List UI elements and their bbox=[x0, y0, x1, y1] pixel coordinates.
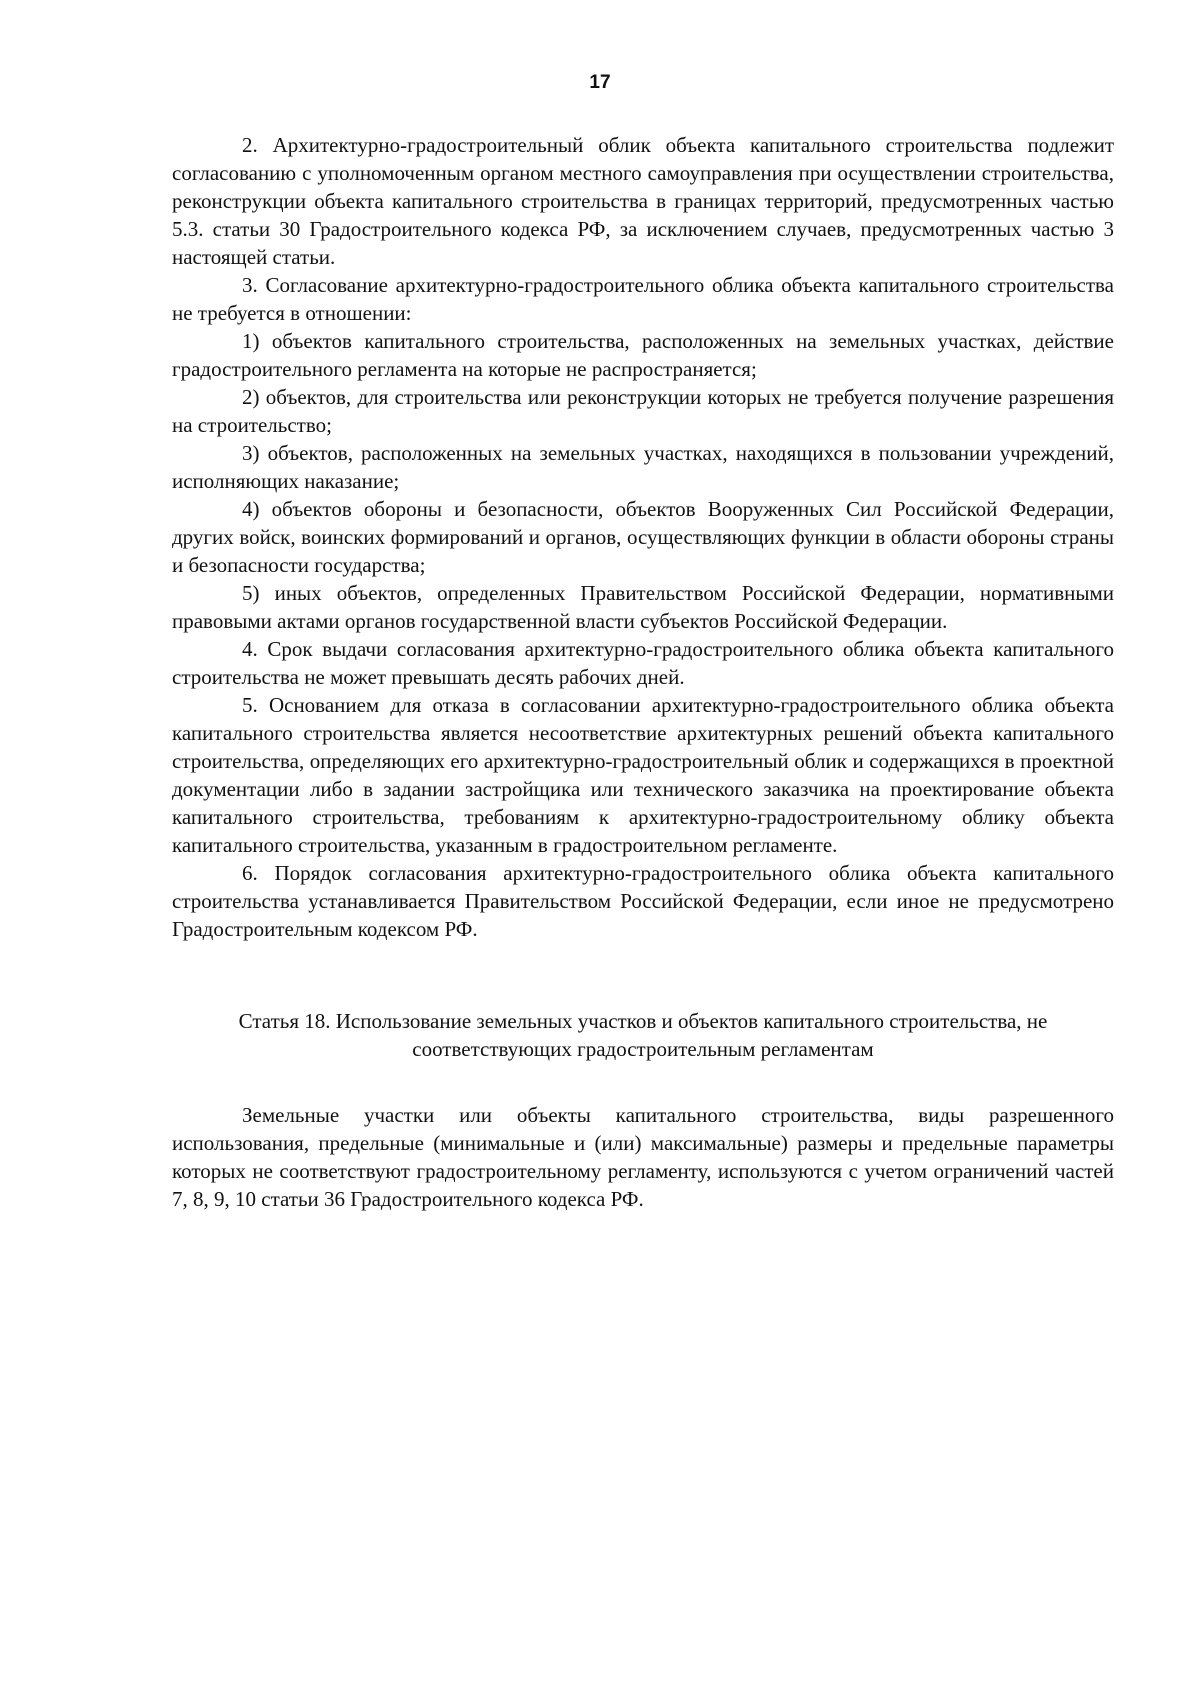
page-number: 17 bbox=[589, 72, 611, 93]
paragraph-subitem-4: 4) объектов обороны и безопасности, объектов Вооруженных Сил Российской Федерации, других войск, воинских формирований и органов, осуществляющих функции в области обороны страны и безопасности государства; bbox=[172, 497, 1114, 577]
article-18-heading-line-2: соответствующих градостроительным регламентам bbox=[412, 1037, 874, 1061]
paragraph-subitem-3: 3) объектов, расположенных на земельных участках, находящихся в пользовании учреждений, исполняющих наказание; bbox=[172, 441, 1114, 493]
paragraph-item-5: 5. Основанием для отказа в согласовании архитектурно-градостроительного облика объекта капитального строительства является несоответствие архитектурных решений объекта капитального строительства, определяющих его архитектурно-градостроительный облик и содержащихся в проектной документации либо в задании застройщика или технического заказчика на проектирование объекта капитального строительства, требованиям к архитектурно-градостроительному облику объекта капитального строительства, указанным в градостроительном регламенте. bbox=[172, 693, 1114, 857]
paragraph-subitem-1: 1) объектов капитального строительства, расположенных на земельных участках, действие градостроительного регламента на которые не распространяется; bbox=[172, 329, 1114, 381]
article-18-heading-line-1: Статья 18. Использование земельных участков и объектов капитального строительства, не bbox=[238, 1009, 1048, 1033]
article-18-body bbox=[172, 1101, 1114, 1213]
paragraph-subitem-2: 2) объектов, для строительства или реконструкции которых не требуется получение разрешения на строительство; bbox=[172, 385, 1114, 437]
paragraph-subitem-5: 5) иных объектов, определенных Правительством Российской Федерации, нормативными правовыми актами органов государственной власти субъектов Российской Федерации. bbox=[172, 581, 1114, 633]
document-body bbox=[172, 131, 1114, 1213]
paragraph-item-3: 3. Согласование архитектурно-градостроительного облика объекта капитального строительства не требуется в отношении: bbox=[172, 273, 1114, 325]
article-18-paragraph: Земельные участки или объекты капитального строительства, виды разрешенного использования, предельные (минимальные и (или) максимальные) размеры и предельные параметры которых не соответствуют градостроительному регламенту, используются с учетом ограничений частей 7, 8, 9, 10 статьи 36 Градостроительного кодекса РФ. bbox=[172, 1103, 1114, 1211]
paragraph-item-4: 4. Срок выдачи согласования архитектурно-градостроительного облика объекта капитального строительства не может превышать десять рабочих дней. bbox=[172, 637, 1114, 689]
article-18-heading bbox=[172, 1007, 1114, 1063]
paragraph-item-6: 6. Порядок согласования архитектурно-градостроительного облика объекта капитального строительства устанавливается Правительством Российской Федерации, если иное не предусмотрено Градостроительным кодексом РФ. bbox=[172, 861, 1114, 941]
paragraph-item-2: 2. Архитектурно-градостроительный облик объекта капитального строительства подлежит согласованию с уполномоченным органом местного самоуправления при осуществлении строительства, реконструкции объекта капитального строительства в границах территорий, предусмотренных частью 5.3. статьи 30 Градостроительного кодекса РФ, за исключением случаев, предусмотренных частью 3 настоящей статьи. bbox=[172, 133, 1114, 269]
